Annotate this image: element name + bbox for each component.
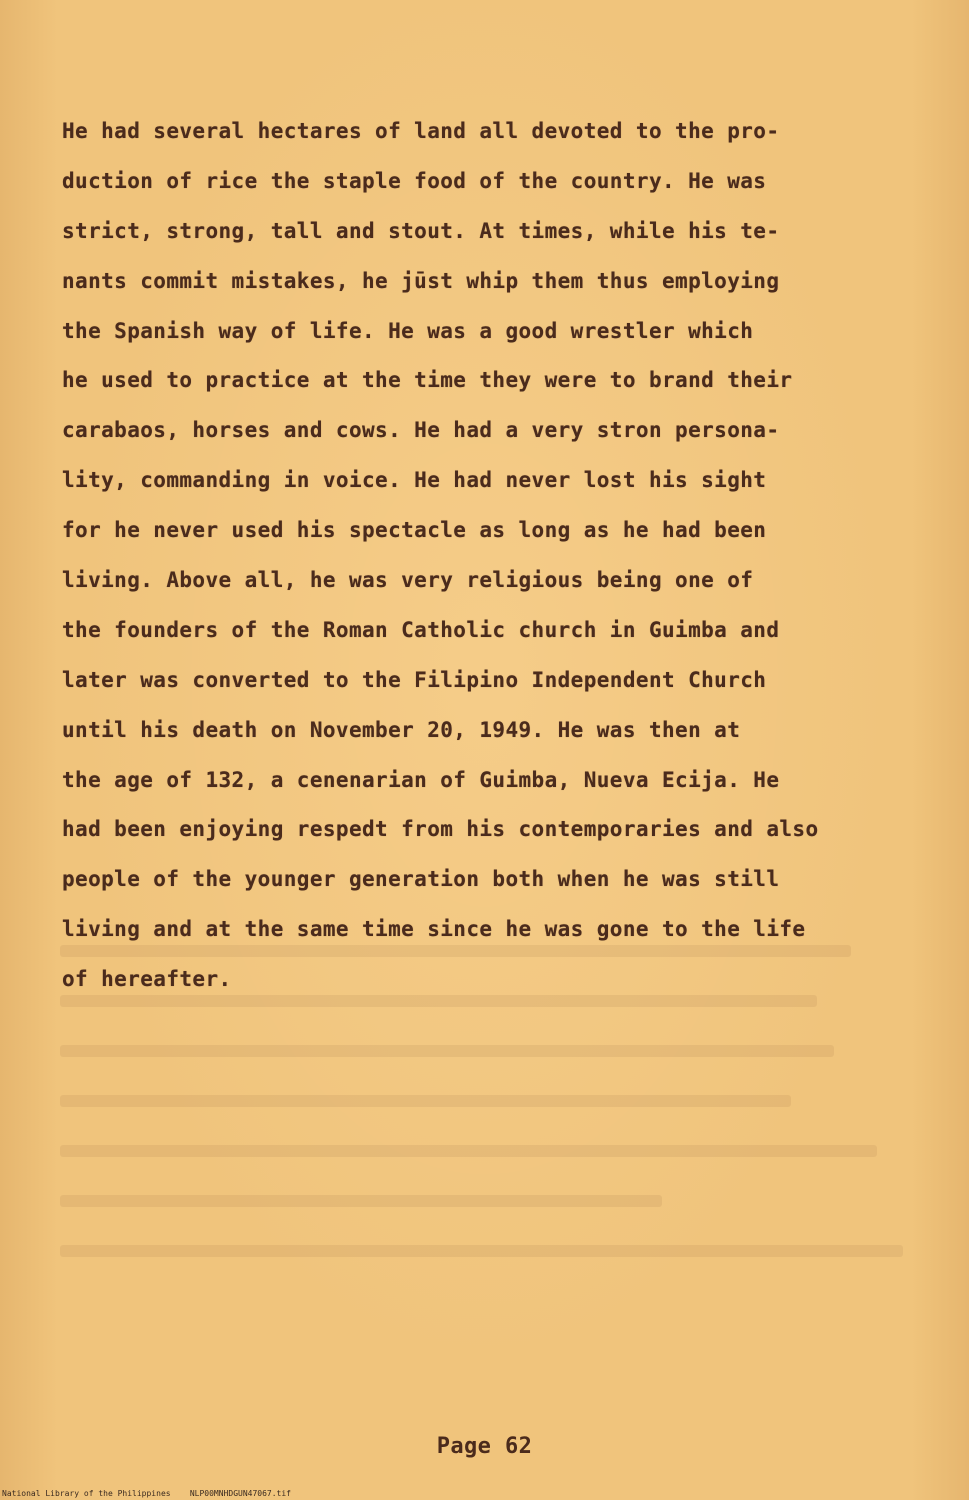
text-line: people of the younger generation both when he was still <box>62 867 780 892</box>
page-number: Page 62 <box>436 1434 533 1459</box>
text-line: he used to practice at the time they were to brand their <box>62 368 793 393</box>
text-line: for he never used his spectacle as long as he had been <box>62 518 767 543</box>
text-line: of hereafter. <box>62 967 232 992</box>
text-line: the Spanish way of life. He was a good wrestler which <box>62 318 754 343</box>
scan-footer <box>2 1489 291 1499</box>
text-line: living and at the same time since he was gone to the life <box>62 917 806 942</box>
text-line: nants commit mistakes, he jūst whip them thus employing <box>62 268 780 293</box>
body-text <box>62 114 942 1012</box>
text-line: lity, commanding in voice. He had never lost his sight <box>62 468 767 493</box>
text-line: the age of 132, a cenenarian of Guimba, Nueva Ecija. He <box>62 767 780 792</box>
text-line: later was converted to the Filipino Independent Church <box>62 667 767 692</box>
text-line: had been enjoying respedt from his contemporaries and also <box>62 817 819 842</box>
text-line: until his death on November 20, 1949. He was then at <box>62 717 741 742</box>
text-line: strict, strong, tall and stout. At times, while his te- <box>62 218 780 243</box>
footer-library: National Library of the Philippines <box>2 1489 171 1498</box>
footer-filename: NLP00MNHDGUN47067.tif <box>189 1489 291 1498</box>
text-line: the founders of the Roman Catholic church in Guimba and <box>62 617 780 642</box>
text-line: He had several hectares of land all devoted to the pro- <box>62 119 780 143</box>
text-line: carabaos, horses and cows. He had a very stron persona- <box>62 418 780 443</box>
text-line: living. Above all, he was very religious being one of <box>62 568 754 593</box>
text-line: duction of rice the staple food of the country. He was <box>62 168 767 193</box>
